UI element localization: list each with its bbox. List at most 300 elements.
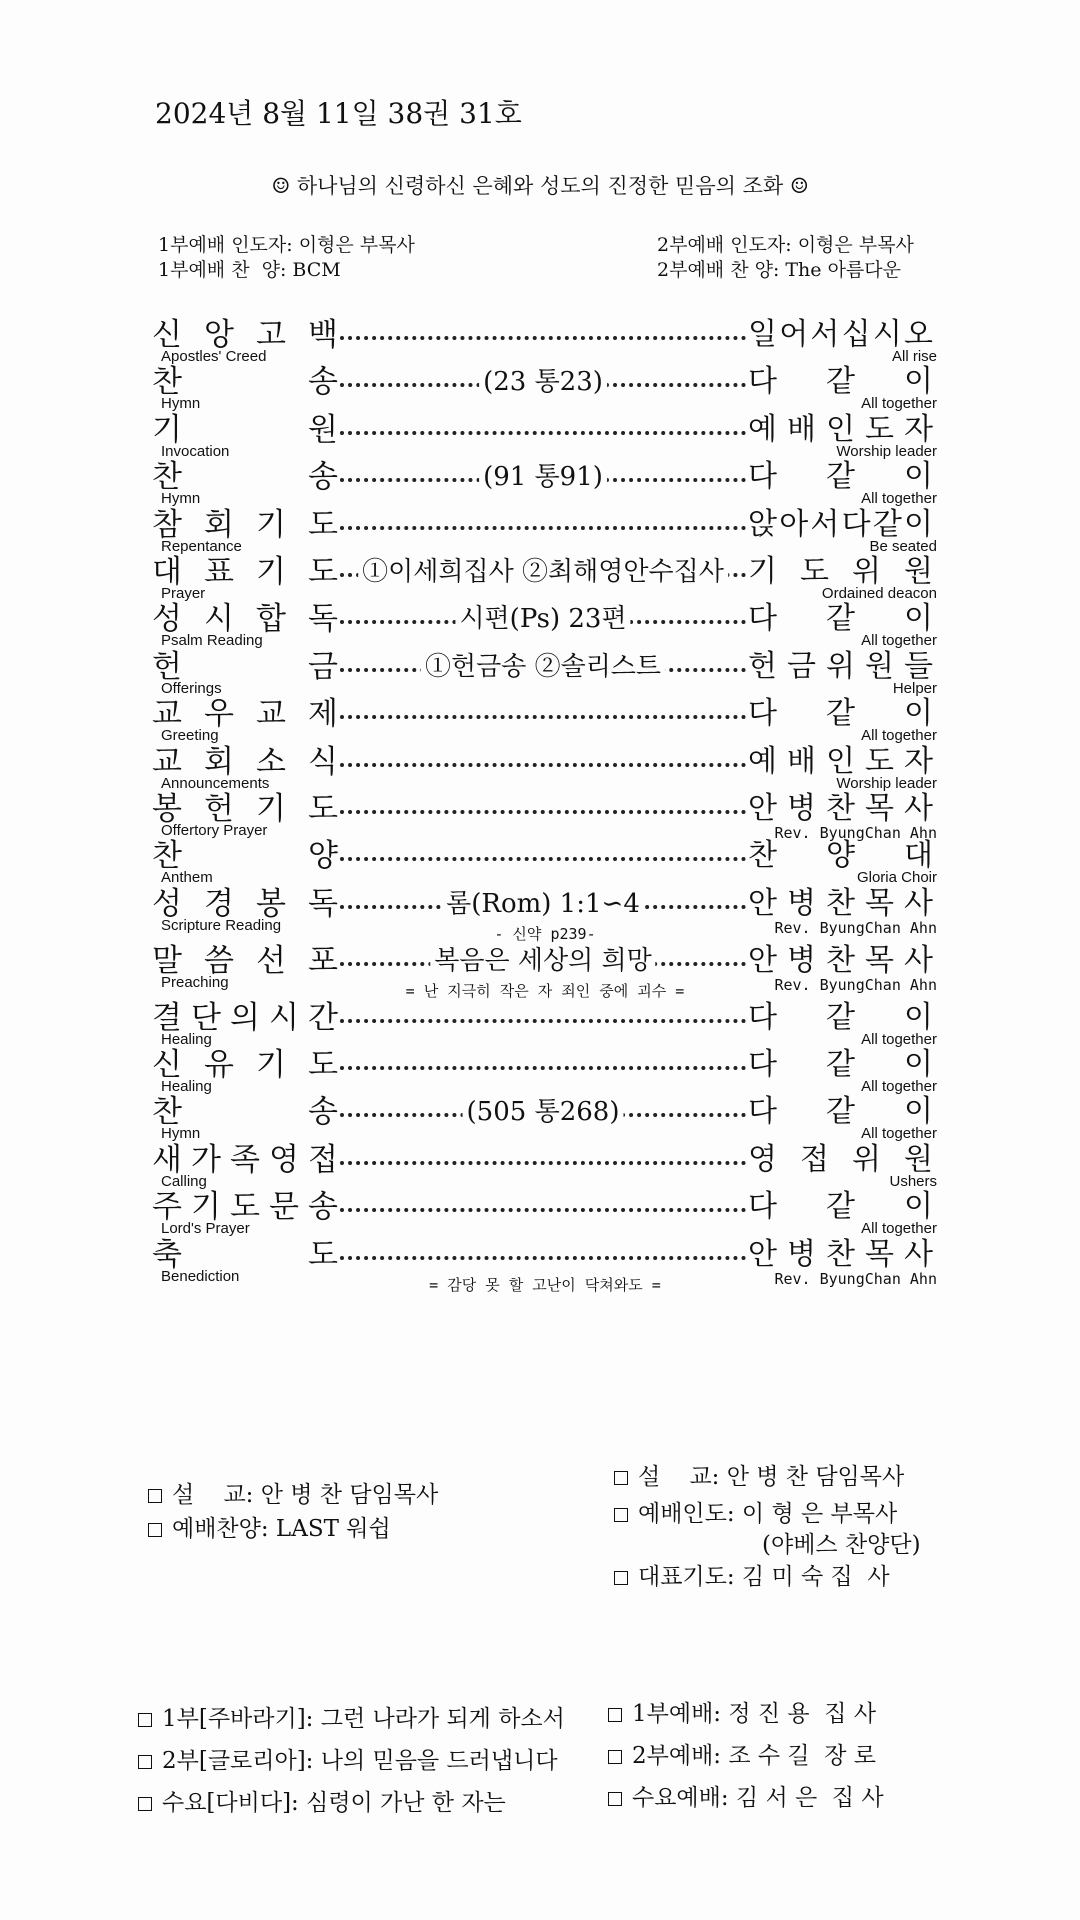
worship-leader-text: 예배인도: 이 형 은 부목사 xyxy=(638,1501,898,1527)
checkbox-icon xyxy=(148,1489,162,1503)
program-row xyxy=(152,318,937,365)
title-char: 표 xyxy=(204,553,234,590)
info-left-line xyxy=(148,1512,438,1546)
responsible-english: Rev. ByungChan Ahn xyxy=(774,823,937,842)
program-item-english: Offertory Prayer xyxy=(161,821,268,839)
program-item-title xyxy=(152,650,338,684)
program-leader-dots xyxy=(340,555,746,589)
dotted-leader xyxy=(340,336,746,340)
title-char: 찬 xyxy=(152,364,182,401)
program-item-english: Scripture Reading xyxy=(161,916,282,934)
responsible-char: 다 xyxy=(748,364,777,400)
program-row xyxy=(152,745,937,792)
responsible-char: 다 xyxy=(748,601,777,637)
responsible-char: 찬 xyxy=(826,942,855,978)
responsible-char: 병 xyxy=(787,790,816,826)
dotted-leader xyxy=(340,431,746,435)
choir-song-text: 2부[글로리아]: 나의 믿음을 드러냅니다 xyxy=(162,1748,558,1774)
title-char: 기 xyxy=(256,553,286,590)
responsible-char: 목 xyxy=(865,942,894,978)
responsible-char: 안 xyxy=(748,885,777,921)
program-item-responsible xyxy=(748,555,933,589)
program-leader-dots xyxy=(340,1238,746,1272)
responsible-char: 사 xyxy=(904,942,933,978)
title-char: 식 xyxy=(308,743,338,780)
responsible-char: 다 xyxy=(748,1189,777,1225)
dotted-leader xyxy=(340,763,746,767)
choir-songs-group xyxy=(138,1698,565,1824)
title-char: 금 xyxy=(308,648,338,685)
title-char: 송 xyxy=(308,459,338,496)
responsible-char: 다 xyxy=(748,459,777,495)
title-char: 간 xyxy=(308,999,338,1036)
bulletin-date: 2024년 8월 11일 38권 31호 xyxy=(155,97,522,130)
responsible-english: Worship leader xyxy=(836,774,937,792)
program-row xyxy=(152,790,937,842)
program-item-responsible xyxy=(748,650,933,684)
title-char: 합 xyxy=(256,601,286,638)
responsible-char: 이 xyxy=(904,364,933,400)
checkbox-icon xyxy=(614,1571,628,1585)
program-row xyxy=(152,602,937,649)
prayer-duty-group xyxy=(608,1693,884,1819)
program-row xyxy=(152,650,937,697)
preacher-text: 설 교: 안 병 찬 담임목사 xyxy=(172,1482,439,1508)
title-char: 기 xyxy=(256,1047,286,1084)
responsible-char: 도 xyxy=(800,553,829,589)
responsible-char: 어 xyxy=(779,317,809,352)
program-item-title xyxy=(152,1048,338,1082)
responsible-char: 도 xyxy=(865,411,894,447)
program-item-english: Preaching xyxy=(161,973,229,991)
program-item-english: Anthem xyxy=(161,869,213,887)
responsible-english: Be seated xyxy=(869,537,937,555)
responsible-char: 접 xyxy=(800,1141,829,1177)
responsible-char: 목 xyxy=(865,1236,894,1272)
responsible-char: 같 xyxy=(872,506,902,542)
program-item-detail: 복음은 세상의 희망 xyxy=(430,944,655,978)
responsible-char: 위 xyxy=(826,648,855,684)
title-char: 송 xyxy=(308,1189,338,1226)
responsible-char: 찬 xyxy=(826,1236,855,1272)
program-leader-dots xyxy=(340,413,746,447)
worship-order-program xyxy=(152,318,937,1295)
title-char: 고 xyxy=(256,317,286,353)
program-item-responsible xyxy=(748,887,933,921)
program-item-title xyxy=(152,413,338,447)
responsible-char: 예 xyxy=(748,743,777,779)
prayer-duty-text: 수요예배: 김 서 은 집 사 xyxy=(632,1785,884,1811)
title-char: 주 xyxy=(152,1189,182,1226)
info-right-line xyxy=(614,1496,921,1532)
info-left-line xyxy=(148,1478,438,1512)
responsible-char: 이 xyxy=(904,696,933,732)
program-item-title xyxy=(152,745,338,779)
title-char: 독 xyxy=(308,885,338,922)
choir-song-text: 수요[다비다]: 심령이 가난 한 자는 xyxy=(162,1790,506,1816)
prayer-duty-text: 1부예배: 정 진 용 집 사 xyxy=(632,1701,876,1727)
responsible-char: 시 xyxy=(872,317,902,352)
responsible-char: 같 xyxy=(826,1189,855,1225)
program-item-responsible xyxy=(748,1095,933,1129)
program-item-english: Hymn xyxy=(161,395,201,413)
title-char: 송 xyxy=(308,364,338,401)
responsible-char: 이 xyxy=(904,999,933,1035)
program-item-title xyxy=(152,508,338,542)
program-item-title xyxy=(152,1143,338,1177)
checkbox-icon xyxy=(608,1708,622,1722)
program-item-detail: (23 통23) xyxy=(479,365,607,399)
checkbox-icon xyxy=(138,1797,152,1811)
dotted-leader xyxy=(340,715,746,719)
program-leader-dots xyxy=(340,745,746,779)
title-char: 신 xyxy=(152,317,182,353)
responsible-char: 안 xyxy=(748,942,777,978)
info-right-line xyxy=(614,1558,921,1596)
program-item-detail: ①이세희집사 ②최해영안수집사 xyxy=(358,555,728,589)
responsible-char: 사 xyxy=(904,885,933,921)
responsible-char: 목 xyxy=(865,790,894,826)
program-item-title xyxy=(152,839,338,873)
program-item-title xyxy=(152,792,338,826)
program-item-detail: (91 통91) xyxy=(479,460,607,494)
program-item-title xyxy=(152,460,338,494)
title-char: 포 xyxy=(308,942,338,979)
title-char: 기 xyxy=(191,1189,221,1226)
program-item-title xyxy=(152,555,338,589)
program-item-responsible xyxy=(748,508,933,542)
checkbox-icon xyxy=(614,1471,628,1485)
checkbox-icon xyxy=(614,1508,628,1522)
first-service-leader: 1부예배 인도자: 이형은 부목사 xyxy=(158,234,415,256)
responsible-char: 양 xyxy=(826,838,855,874)
program-item-title xyxy=(152,697,338,731)
choir-song-line xyxy=(138,1782,565,1824)
title-char: 영 xyxy=(269,1141,299,1178)
program-item-english: Healing xyxy=(161,1030,212,1048)
title-char: 찬 xyxy=(152,838,182,875)
program-row xyxy=(152,413,937,460)
title-char: 봉 xyxy=(256,885,286,922)
checkbox-icon xyxy=(138,1713,152,1727)
choir-song-text: 1부[주바라기]: 그런 나라가 되게 하소서 xyxy=(162,1706,565,1732)
program-item-subtext: = 감당 못 할 고난이 닥쳐와도 = xyxy=(429,1275,661,1294)
responsible-char: 다 xyxy=(748,696,777,732)
responsible-char: 같 xyxy=(826,999,855,1035)
prayer-duty-line xyxy=(608,1693,884,1735)
info-right-group xyxy=(614,1458,921,1596)
first-service-praise: 1부예배 찬 양: BCM xyxy=(158,259,341,281)
responsible-char: 다 xyxy=(841,506,871,542)
title-char: 씀 xyxy=(204,942,234,979)
responsible-english: All together xyxy=(861,395,937,413)
title-char: 회 xyxy=(204,506,234,543)
responsible-char: 자 xyxy=(904,743,933,779)
dotted-leader xyxy=(340,1256,746,1260)
program-item-english: Prayer xyxy=(161,584,206,602)
program-item-responsible xyxy=(748,602,933,636)
checkbox-icon xyxy=(608,1792,622,1806)
program-leader-dots xyxy=(340,792,746,826)
choir-song-line xyxy=(138,1698,565,1740)
checkbox-icon xyxy=(608,1750,622,1764)
program-item-english: Offerings xyxy=(161,679,222,697)
program-item-responsible xyxy=(748,1143,933,1177)
program-item-title xyxy=(152,365,338,399)
responsible-char: 같 xyxy=(826,1047,855,1083)
program-leader-dots xyxy=(340,1001,746,1035)
program-item-detail: ①헌금송 ②솔리스트 xyxy=(421,650,665,684)
worship-praise-text: 예배찬양: LAST 워쉽 xyxy=(172,1516,391,1542)
title-char: 원 xyxy=(308,411,338,448)
responsible-char: 기 xyxy=(748,553,777,589)
title-char: 교 xyxy=(152,743,182,780)
responsible-char: 도 xyxy=(865,743,894,779)
program-row xyxy=(152,460,937,507)
responsible-english: Rev. ByungChan Ahn xyxy=(774,975,937,994)
second-service-leader: 2부예배 인도자: 이형은 부목사 xyxy=(657,234,914,256)
program-item-english: Psalm Reading xyxy=(161,632,263,650)
program-item-english: Greeting xyxy=(161,727,219,745)
responsible-char: 자 xyxy=(904,411,933,447)
title-char: 우 xyxy=(204,696,234,733)
responsible-char: 일 xyxy=(748,317,777,352)
program-item-responsible xyxy=(748,792,933,826)
responsible-char: 금 xyxy=(787,648,816,684)
preacher-text: 설 교: 안 병 찬 담임목사 xyxy=(638,1464,905,1490)
program-item-english: Hymn xyxy=(161,1125,201,1143)
program-row xyxy=(152,887,937,944)
program-leader-dots xyxy=(340,1095,746,1129)
program-row xyxy=(152,944,937,1001)
program-row xyxy=(152,1143,937,1190)
program-leader-dots xyxy=(340,508,746,542)
title-char: 대 xyxy=(152,553,182,590)
program-leader-dots xyxy=(340,839,746,873)
responsible-char: 목 xyxy=(865,885,894,921)
responsible-char: 영 xyxy=(748,1141,777,1177)
program-leader-dots xyxy=(340,365,746,399)
program-item-subtext: - 신약 p239- xyxy=(494,924,596,943)
title-char: 유 xyxy=(204,1047,234,1084)
program-leader-dots xyxy=(340,944,746,978)
title-char: 의 xyxy=(230,999,260,1036)
responsible-english: Gloria Choir xyxy=(856,869,937,887)
responsible-english: All together xyxy=(861,632,937,650)
title-char: 족 xyxy=(230,1141,260,1178)
info-right-line xyxy=(614,1458,921,1496)
program-item-detail: (505 통268) xyxy=(463,1095,624,1129)
program-item-responsible xyxy=(748,365,933,399)
program-item-responsible xyxy=(748,1048,933,1082)
program-item-subtext: = 난 지극히 작은 자 죄인 중에 괴수 = xyxy=(405,981,685,1000)
responsible-english: All together xyxy=(861,1030,937,1048)
responsible-english: All rise xyxy=(891,348,937,365)
responsible-char: 사 xyxy=(904,1236,933,1272)
program-row xyxy=(152,697,937,744)
responsible-char: 이 xyxy=(904,1094,933,1130)
responsible-char: 안 xyxy=(748,790,777,826)
title-char: 봉 xyxy=(152,790,182,827)
program-item-english: Repentance xyxy=(161,537,242,555)
program-item-title xyxy=(152,602,338,636)
responsible-char: 원 xyxy=(904,1141,933,1177)
responsible-char: 찬 xyxy=(826,885,855,921)
title-char: 말 xyxy=(152,942,182,979)
program-leader-dots xyxy=(340,460,746,494)
program-item-english: Invocation xyxy=(161,442,230,460)
responsible-char: 위 xyxy=(852,553,881,589)
checkbox-icon xyxy=(138,1755,152,1769)
title-char: 도 xyxy=(308,1236,338,1273)
title-char: 회 xyxy=(204,743,234,780)
prayer-duty-text: 2부예배: 조 수 길 장 로 xyxy=(632,1743,876,1769)
responsible-char: 병 xyxy=(787,942,816,978)
title-char: 시 xyxy=(204,601,234,638)
responsible-english: All together xyxy=(861,1220,937,1238)
prayer-duty-line xyxy=(608,1777,884,1819)
program-leader-dots xyxy=(340,1048,746,1082)
title-char: 선 xyxy=(256,942,286,979)
program-leader-dots xyxy=(340,887,746,921)
responsible-char: 위 xyxy=(852,1141,881,1177)
program-item-title xyxy=(152,1190,338,1224)
program-item-english: Healing xyxy=(161,1078,212,1096)
program-item-responsible xyxy=(748,1190,933,1224)
responsible-char: 이 xyxy=(904,1189,933,1225)
title-char: 도 xyxy=(230,1189,260,1226)
program-row xyxy=(152,1238,937,1295)
responsible-char: 이 xyxy=(904,601,933,637)
responsible-char: 대 xyxy=(904,838,933,874)
responsible-char: 아 xyxy=(779,506,809,542)
responsible-char: 같 xyxy=(826,459,855,495)
responsible-char: 같 xyxy=(826,601,855,637)
responsible-char: 찬 xyxy=(826,790,855,826)
responsible-char: 인 xyxy=(826,411,855,447)
responsible-char: 이 xyxy=(904,1047,933,1083)
title-char: 송 xyxy=(308,1094,338,1131)
responsible-english: Helper xyxy=(892,679,937,697)
title-char: 참 xyxy=(152,506,182,543)
program-row xyxy=(152,1095,937,1142)
program-leader-dots xyxy=(340,1143,746,1177)
title-char: 앙 xyxy=(204,317,234,353)
program-row xyxy=(152,365,937,412)
program-leader-dots xyxy=(340,650,746,684)
program-item-title xyxy=(152,1095,338,1129)
responsible-char: 같 xyxy=(826,696,855,732)
responsible-char: 이 xyxy=(904,459,933,495)
title-char: 독 xyxy=(308,601,338,638)
bulletin-motto: ☺ 하나님의 신령하신 은혜와 성도의 진정한 믿음의 조화 ☺ xyxy=(271,174,809,198)
responsible-english: Rev. ByungChan Ahn xyxy=(774,918,937,937)
title-char: 기 xyxy=(256,506,286,543)
title-char: 결 xyxy=(152,999,182,1036)
responsible-char: 원 xyxy=(904,553,933,589)
responsible-char: 들 xyxy=(904,648,933,684)
title-char: 찬 xyxy=(152,1094,182,1131)
responsible-char: 오 xyxy=(904,317,933,352)
program-item-title xyxy=(152,1001,338,1035)
program-item-detail: 롬(Rom) 1:1∽4 xyxy=(442,887,644,921)
program-item-responsible xyxy=(748,413,933,447)
program-item-responsible xyxy=(748,318,933,352)
program-row xyxy=(152,1048,937,1095)
program-leader-dots xyxy=(340,1190,746,1224)
responsible-char: 원 xyxy=(865,648,894,684)
title-char: 제 xyxy=(308,696,338,733)
program-item-english: Lord's Prayer xyxy=(161,1220,250,1238)
program-leader-dots xyxy=(340,697,746,731)
responsible-char: 배 xyxy=(787,743,816,779)
program-item-english: Calling xyxy=(161,1172,207,1190)
responsible-english: Ordained deacon xyxy=(821,584,937,602)
responsible-english: All together xyxy=(861,727,937,745)
title-char: 시 xyxy=(269,999,299,1036)
title-char: 기 xyxy=(256,790,286,827)
title-char: 신 xyxy=(152,1047,182,1084)
responsible-char: 배 xyxy=(787,411,816,447)
title-char: 도 xyxy=(308,553,338,590)
program-item-responsible xyxy=(748,839,933,873)
responsible-char: 찬 xyxy=(748,838,777,874)
title-char: 문 xyxy=(269,1189,299,1226)
title-char: 단 xyxy=(191,999,221,1036)
program-item-english: Hymn xyxy=(161,490,201,508)
title-char: 양 xyxy=(308,838,338,875)
program-item-responsible xyxy=(748,1001,933,1035)
program-row xyxy=(152,1001,937,1048)
program-leader-dots xyxy=(340,318,746,352)
title-char: 성 xyxy=(152,885,182,922)
program-item-detail: 시편(Ps) 23편 xyxy=(455,602,630,636)
second-service-praise: 2부예배 찬 양: The 아름다운 xyxy=(657,259,901,281)
info-right-line xyxy=(614,1532,921,1558)
program-row xyxy=(152,555,937,602)
dotted-leader xyxy=(340,1019,746,1023)
program-row xyxy=(152,1190,937,1237)
responsible-char: 다 xyxy=(748,999,777,1035)
program-item-responsible xyxy=(748,745,933,779)
program-item-responsible xyxy=(748,697,933,731)
responsible-english: Ushers xyxy=(889,1172,937,1190)
responsible-char: 병 xyxy=(787,885,816,921)
responsible-char: 병 xyxy=(787,1236,816,1272)
title-char: 헌 xyxy=(204,790,234,827)
responsible-char: 다 xyxy=(748,1047,777,1083)
title-char: 찬 xyxy=(152,459,182,496)
dotted-leader xyxy=(340,526,746,530)
representative-prayer-text: 대표기도: 김 미 숙 집 사 xyxy=(638,1564,890,1590)
responsible-char: 예 xyxy=(748,411,777,447)
responsible-char: 인 xyxy=(826,743,855,779)
title-char: 경 xyxy=(204,885,234,922)
title-char: 소 xyxy=(256,743,286,780)
responsible-english: All together xyxy=(861,1078,937,1096)
responsible-char: 십 xyxy=(841,317,871,352)
info-left-group xyxy=(148,1478,438,1546)
responsible-char: 안 xyxy=(748,1236,777,1272)
responsible-char: 앉 xyxy=(748,506,777,542)
title-char: 교 xyxy=(152,696,182,733)
responsible-char: 이 xyxy=(904,506,933,542)
title-char: 헌 xyxy=(152,648,182,685)
prayer-duty-line xyxy=(608,1735,884,1777)
responsible-english: All together xyxy=(861,1125,937,1143)
praise-team-text: (야베스 찬양단) xyxy=(762,1532,921,1558)
title-char: 도 xyxy=(308,506,338,543)
